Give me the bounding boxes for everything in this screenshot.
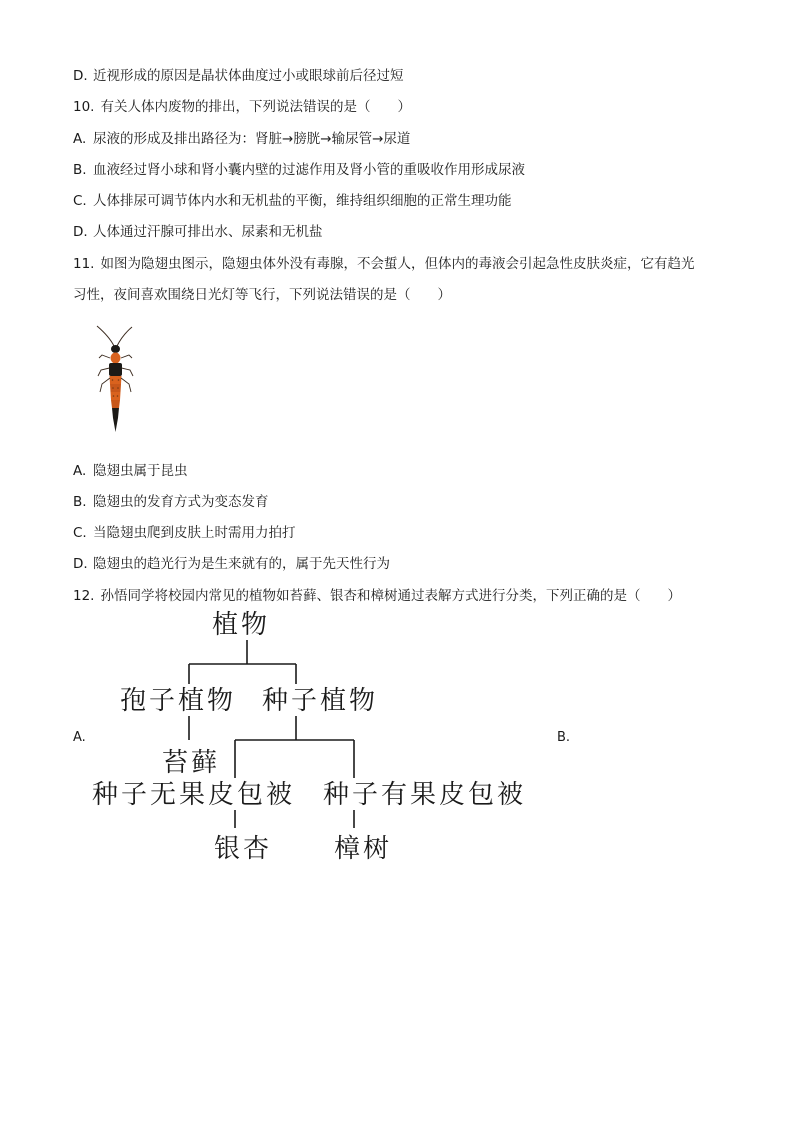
beetle-head: [111, 345, 120, 353]
beetle-antenna-left: [97, 326, 114, 346]
tree-node-spore-plants: 孢子植物: [120, 686, 237, 716]
option-letter: A.: [73, 131, 87, 147]
tree-node-root: 植物: [212, 610, 271, 640]
q11-option-a: [73, 462, 188, 480]
option-letter: D.: [73, 224, 88, 240]
option-text: 尿液的形成及排出路径为：肾脏→膀胱→输尿管→尿道: [93, 131, 411, 147]
beetle-leg: [121, 355, 132, 358]
option-letter: D.: [73, 68, 88, 84]
option-text: 近视形成的原因是晶状体曲度过小或眼球前后径过短: [93, 68, 404, 84]
beetle-antenna-right: [117, 327, 132, 346]
beetle-abdomen-seg4: [111, 400, 120, 408]
tree-node-seed-plants: 种子植物: [262, 686, 379, 716]
option-text: 人体排尿可调节体内水和无机盐的平衡，维持组织细胞的正常生理功能: [93, 193, 512, 209]
question-text: 孙悟同学将校园内常见的植物如苔藓、银杏和樟树通过表解方式进行分类，下列正确的是（ ）: [100, 588, 681, 604]
tree-leaf-moss: 苔藓: [162, 748, 221, 778]
tree-node-seed-without-pericarp: 种子无果皮包被: [92, 780, 296, 810]
option-text: 人体通过汗腺可排出水、尿素和无机盐: [93, 224, 323, 240]
beetle-abdomen-seg1: [110, 376, 122, 384]
classification-tree: [90, 606, 530, 866]
q11-option-c: [73, 524, 296, 542]
q11-option-b: [73, 493, 269, 511]
tree-leaf-ginkgo: 银杏: [214, 834, 273, 864]
beetle-leg: [122, 368, 134, 376]
q10-option-c: [73, 192, 512, 210]
option-letter: C.: [73, 525, 87, 541]
option-text: 隐翅虫的趋光行为是生来就有的，属于先天性行为: [93, 556, 390, 572]
option-letter: B.: [73, 162, 87, 178]
option-a-label: A.: [73, 730, 86, 745]
option-b-label: B.: [557, 730, 571, 745]
q11-stem-line2: [73, 286, 451, 304]
option-letter: C.: [73, 193, 87, 209]
beetle-leg: [121, 378, 131, 392]
question-number: 11.: [73, 256, 95, 272]
beetle-abdomen-seg3: [111, 392, 121, 400]
q10-option-d: [73, 223, 323, 241]
beetle-pronotum: [111, 353, 121, 364]
q11-option-d: [73, 555, 390, 573]
beetle-leg: [100, 378, 110, 392]
option-text: 隐翅虫的发育方式为变态发育: [93, 494, 269, 510]
rove-beetle-image: [92, 322, 138, 438]
option-letter: A.: [73, 463, 87, 479]
beetle-leg: [98, 368, 110, 376]
option-text: 隐翅虫属于昆虫: [93, 463, 188, 479]
q9-option-d: [73, 67, 404, 85]
tree-connector-lines: [90, 606, 530, 866]
question-number: 12.: [73, 588, 95, 604]
beetle-abdomen-seg2: [110, 384, 121, 392]
tree-leaf-camphor: 樟树: [334, 834, 393, 864]
q12-stem: [73, 587, 681, 605]
question-text-continued: 习性，夜间喜欢围绕日光灯等飞行，下列说法错误的是（ ）: [73, 287, 451, 303]
beetle-abdomen-tip: [112, 408, 119, 418]
option-text: 当隐翅虫爬到皮肤上时需用力拍打: [93, 525, 296, 541]
beetle-tail: [113, 418, 118, 432]
question-text: 如图为隐翅虫图示，隐翅虫体外没有毒腺，不会蜇人，但体内的毒液会引起急性皮肤炎症，它有趋光: [100, 256, 695, 272]
q10-option-a: [73, 130, 410, 148]
question-text: 有关人体内废物的排出，下列说法错误的是（ ）: [100, 99, 411, 115]
q11-stem-line1: [73, 255, 694, 273]
q10-stem: [73, 98, 411, 116]
tree-node-seed-with-pericarp: 种子有果皮包被: [323, 780, 527, 810]
q10-option-b: [73, 161, 525, 179]
option-letter: B.: [73, 494, 87, 510]
beetle-elytra: [109, 363, 122, 376]
beetle-leg: [99, 355, 110, 358]
option-text: 血液经过肾小球和肾小囊内壁的过滤作用及肾小管的重吸收作用形成尿液: [93, 162, 525, 178]
option-letter: D.: [73, 556, 88, 572]
question-number: 10.: [73, 99, 95, 115]
